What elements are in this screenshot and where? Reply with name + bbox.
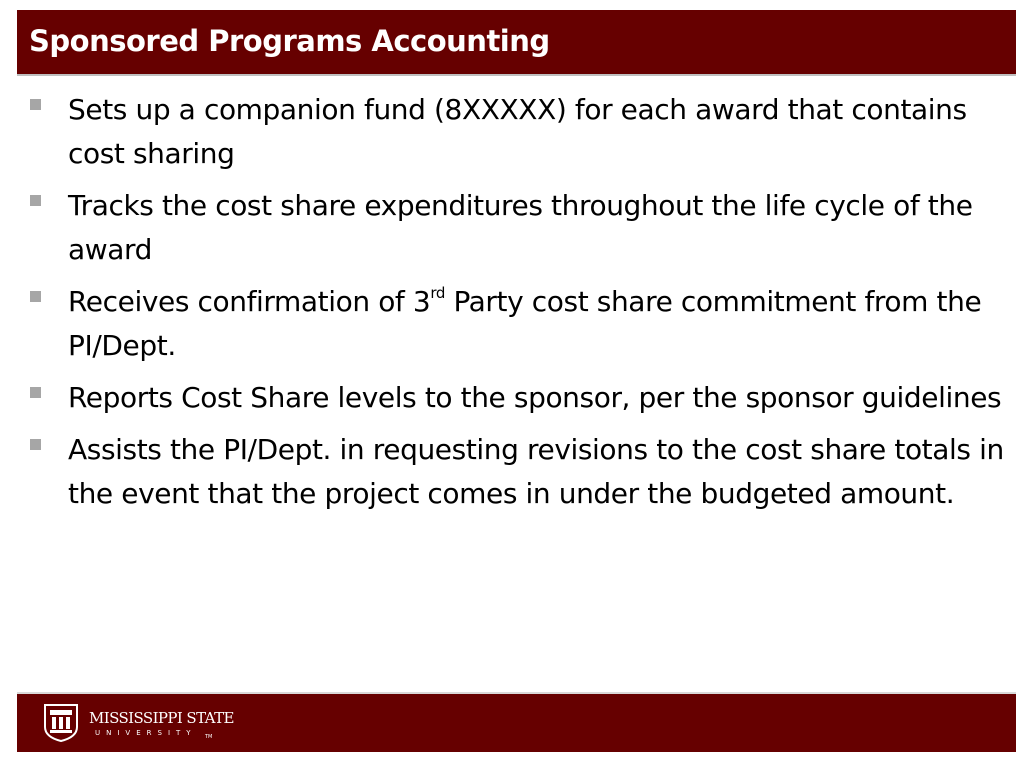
square-bullet-icon [30, 195, 41, 206]
square-bullet-icon [30, 387, 41, 398]
logo-subtitle: UNIVERSITY [95, 729, 197, 737]
square-bullet-icon [30, 439, 41, 450]
bullet-superscript: rd [430, 284, 445, 302]
university-seal-icon [43, 703, 79, 743]
bullet-item-4 [30, 376, 1010, 420]
footer-bar [17, 692, 1016, 752]
bullet-text-after: Party cost share commitment from the PI/Dept. [68, 285, 982, 362]
bullet-list [30, 88, 1010, 524]
university-logo [43, 703, 243, 745]
square-bullet-icon [30, 99, 41, 110]
bullet-text: Reports Cost Share levels to the sponsor, per the sponsor guidelines [68, 381, 1002, 414]
logo-trademark: TM [205, 734, 213, 740]
square-bullet-icon [30, 291, 41, 302]
slide-title: Sponsored Programs Accounting [29, 24, 550, 58]
bullet-item-2 [30, 184, 1010, 272]
bullet-text: Assists the PI/Dept. in requesting revisions to the cost share totals in the event that the project comes in under the budgeted amount. [68, 433, 1004, 510]
title-bar [17, 10, 1016, 76]
bullet-item-5 [30, 428, 1010, 516]
logo-name: MISSISSIPPI STATE [89, 709, 234, 727]
bullet-text: Sets up a companion fund (8XXXXX) for each award that contains cost sharing [68, 93, 967, 170]
bullet-item-1 [30, 88, 1010, 176]
bullet-text: Tracks the cost share expenditures throughout the life cycle of the award [68, 189, 973, 266]
bullet-item-3 [30, 280, 1010, 368]
bullet-text-before: Receives confirmation of 3 [68, 285, 431, 318]
